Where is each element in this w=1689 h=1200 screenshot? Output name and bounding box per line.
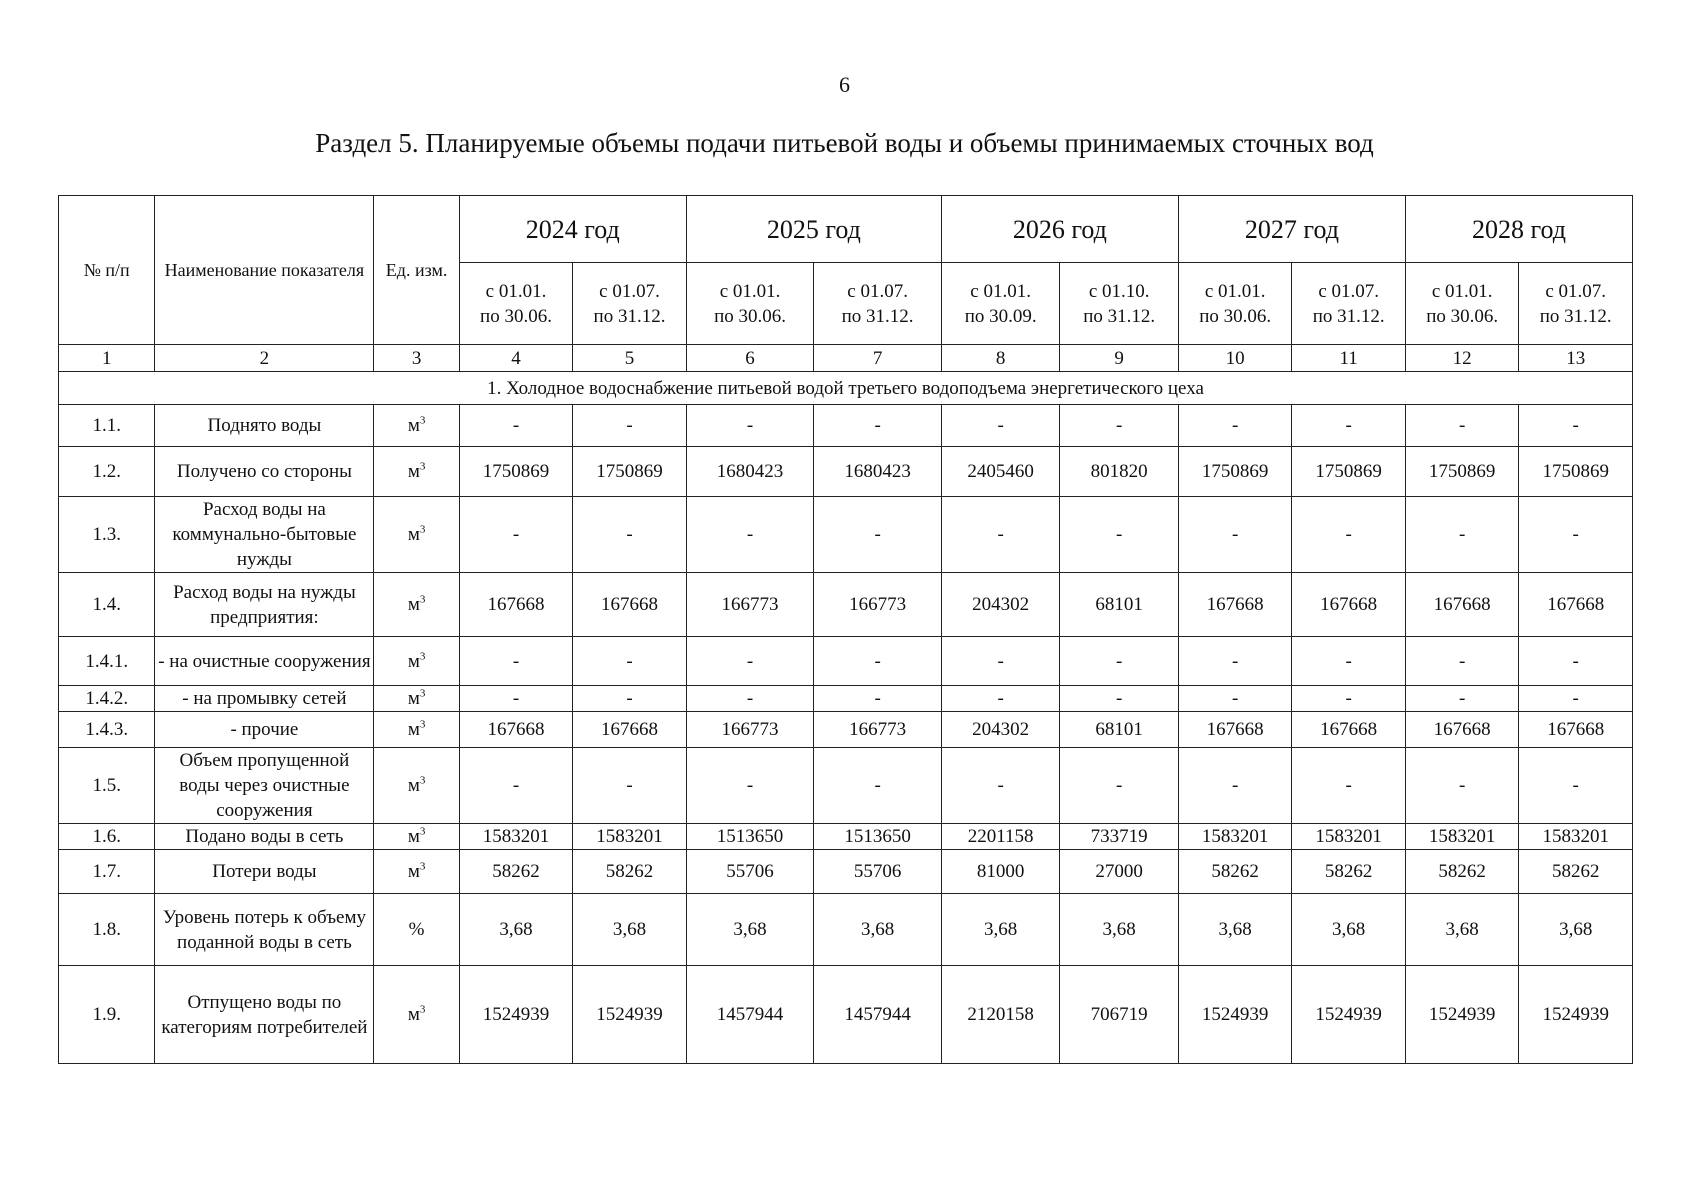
value-cell: - [1060, 637, 1179, 686]
value-cell: 1680423 [686, 447, 814, 497]
value-cell: - [1178, 748, 1292, 824]
unit-cell [374, 573, 459, 637]
unit: м [407, 1004, 420, 1025]
value-cell: 801820 [1060, 447, 1179, 497]
column-number: 6 [686, 345, 814, 372]
value-cell: - [573, 748, 687, 824]
column-number: 10 [1178, 345, 1292, 372]
table-row [59, 405, 1633, 447]
value-cell: 166773 [814, 573, 942, 637]
header-period-line: с 01.01. [970, 280, 1031, 302]
row-number: 1.3. [59, 497, 155, 573]
unit-exponent: 3 [419, 593, 426, 606]
value-cell: 1583201 [1519, 824, 1633, 850]
indicator-name: Потери воды [155, 850, 374, 894]
value-cell: - [1292, 748, 1406, 824]
value-cell: 3,68 [573, 894, 687, 966]
value-cell: 1583201 [1405, 824, 1519, 850]
value-cell: 58262 [1292, 850, 1406, 894]
value-cell: 167668 [573, 573, 687, 637]
value-cell: - [686, 686, 814, 712]
value-cell: 733719 [1060, 824, 1179, 850]
header-period-line: по 30.09. [964, 305, 1037, 327]
unit-exponent: 3 [419, 650, 426, 663]
value-cell: - [1519, 637, 1633, 686]
value-cell: 1750869 [459, 447, 573, 497]
header-period [1519, 263, 1633, 345]
header-period-line: с 01.01. [1204, 280, 1266, 302]
header-period-line: с 01.07. [847, 280, 908, 302]
value-cell: 1524939 [1292, 966, 1406, 1064]
header-period-line: с 01.01. [485, 280, 547, 302]
header-period-line: с 01.07. [1545, 280, 1607, 302]
header-period-line: с 01.01. [719, 280, 781, 302]
value-cell: 166773 [686, 712, 814, 748]
value-cell: 167668 [1178, 573, 1292, 637]
row-number: 1.4.1. [59, 637, 155, 686]
value-cell: 58262 [1405, 850, 1519, 894]
value-cell: 3,68 [1292, 894, 1406, 966]
header-period-line: с 01.01. [1431, 280, 1493, 302]
table-row [59, 748, 1633, 824]
header-period-line: по 31.12. [1539, 305, 1612, 327]
value-cell: - [1405, 637, 1519, 686]
unit: м [407, 719, 420, 740]
header-period-line: по 30.06. [1426, 305, 1499, 327]
value-cell: 167668 [1519, 712, 1633, 748]
value-cell: - [1519, 497, 1633, 573]
value-cell: 1583201 [1178, 824, 1292, 850]
value-cell: 167668 [573, 712, 687, 748]
value-cell: 1524939 [459, 966, 573, 1064]
indicator-name: Отпущено воды по категориям потребителей [155, 966, 374, 1064]
unit: м [407, 415, 420, 436]
value-cell: - [686, 748, 814, 824]
column-number: 4 [459, 345, 573, 372]
unit: м [407, 826, 420, 847]
unit-cell [374, 637, 459, 686]
header-period-line: по 30.06. [714, 305, 786, 327]
value-cell: 1457944 [686, 966, 814, 1064]
value-cell: 1750869 [1519, 447, 1633, 497]
unit-exponent: 3 [419, 718, 426, 731]
page-number: 6 [839, 72, 850, 97]
column-number: 2 [155, 345, 374, 372]
header-year: 2028 год [1405, 196, 1632, 263]
unit-exponent: 3 [419, 860, 426, 873]
value-cell: - [1060, 686, 1179, 712]
value-cell: 3,68 [814, 894, 942, 966]
table-row [59, 894, 1633, 966]
value-cell: - [459, 748, 573, 824]
indicator-name: - прочие [155, 712, 374, 748]
value-cell: 1583201 [1292, 824, 1406, 850]
value-cell: 167668 [1405, 573, 1519, 637]
indicator-name: Подано воды в сеть [155, 824, 374, 850]
value-cell: 1524939 [573, 966, 687, 1064]
value-cell: - [941, 637, 1060, 686]
value-cell: 204302 [941, 573, 1060, 637]
value-cell: - [1519, 748, 1633, 824]
value-cell: 68101 [1060, 712, 1179, 748]
value-cell: - [686, 405, 814, 447]
unit-cell [374, 712, 459, 748]
value-cell: - [1292, 497, 1406, 573]
table-row [59, 712, 1633, 748]
value-cell: 58262 [573, 850, 687, 894]
header-period-line: по 31.12. [593, 305, 666, 327]
value-cell: - [814, 405, 942, 447]
header-period-line: по 31.12. [841, 305, 914, 327]
column-number: 1 [59, 345, 155, 372]
row-number: 1.4. [59, 573, 155, 637]
value-cell: - [686, 497, 814, 573]
value-cell: 167668 [459, 712, 573, 748]
unit-cell [374, 966, 459, 1064]
value-cell: - [1060, 748, 1179, 824]
column-number: 9 [1060, 345, 1179, 372]
indicator-name: - на очистные сооружения [155, 637, 374, 686]
header-period-line: с 01.07. [1318, 280, 1380, 302]
value-cell: - [1292, 637, 1406, 686]
header-period [459, 263, 573, 345]
header-period-line: с 01.07. [599, 280, 660, 302]
unit: м [407, 524, 420, 545]
value-cell: - [573, 637, 687, 686]
section-title: Раздел 5. Планируемые объемы подачи питьевой воды и объемы принимаемых сточных вод [315, 128, 1374, 158]
header-period [1178, 263, 1292, 345]
value-cell: - [1178, 686, 1292, 712]
row-number: 1.5. [59, 748, 155, 824]
value-cell: 3,68 [1405, 894, 1519, 966]
value-cell: - [1405, 748, 1519, 824]
value-cell: 1750869 [1405, 447, 1519, 497]
value-cell: 58262 [1178, 850, 1292, 894]
unit-cell [374, 748, 459, 824]
value-cell: - [1178, 497, 1292, 573]
value-cell: 1457944 [814, 966, 942, 1064]
column-number: 3 [374, 345, 459, 372]
indicator-name: - на промывку сетей [155, 686, 374, 712]
column-number: 5 [573, 345, 687, 372]
unit-cell [374, 497, 459, 573]
unit-exponent: 3 [419, 774, 426, 787]
value-cell: - [459, 497, 573, 573]
water-supply-table [58, 195, 1633, 1064]
unit: м [407, 775, 420, 796]
value-cell: 1513650 [686, 824, 814, 850]
header-period [941, 263, 1060, 345]
column-number: 13 [1519, 345, 1633, 372]
indicator-name: Поднято воды [155, 405, 374, 447]
value-cell: 58262 [459, 850, 573, 894]
header-num: № п/п [59, 196, 155, 345]
value-cell: - [573, 686, 687, 712]
unit-cell [374, 824, 459, 850]
value-cell: 167668 [1292, 712, 1406, 748]
value-cell: 167668 [1178, 712, 1292, 748]
row-number: 1.9. [59, 966, 155, 1064]
value-cell: 27000 [1060, 850, 1179, 894]
row-number: 1.4.3. [59, 712, 155, 748]
unit-exponent: 3 [419, 825, 426, 838]
value-cell: 3,68 [1519, 894, 1633, 966]
table-row [59, 573, 1633, 637]
value-cell: 167668 [459, 573, 573, 637]
value-cell: - [1519, 405, 1633, 447]
header-period-line: с 01.10. [1088, 280, 1150, 302]
row-number: 1.4.2. [59, 686, 155, 712]
unit: % [408, 919, 425, 940]
value-cell: - [459, 686, 573, 712]
value-cell: 1513650 [814, 824, 942, 850]
value-cell: 706719 [1060, 966, 1179, 1064]
header-period [1292, 263, 1406, 345]
section-heading: 1. Холодное водоснабжение питьевой водой третьего водоподъема энергетического цеха [59, 372, 1633, 405]
unit: м [407, 861, 420, 882]
value-cell: 1524939 [1405, 966, 1519, 1064]
value-cell: 55706 [814, 850, 942, 894]
table-row [59, 686, 1633, 712]
table-row [59, 637, 1633, 686]
value-cell: 55706 [686, 850, 814, 894]
value-cell: 68101 [1060, 573, 1179, 637]
header-unit: Ед. изм. [374, 196, 459, 345]
row-number: 1.7. [59, 850, 155, 894]
value-cell: 1680423 [814, 447, 942, 497]
value-cell: 81000 [941, 850, 1060, 894]
value-cell: - [1178, 405, 1292, 447]
table-row [59, 850, 1633, 894]
unit-cell [374, 686, 459, 712]
value-cell: 3,68 [1178, 894, 1292, 966]
value-cell: - [814, 497, 942, 573]
value-cell: 1583201 [573, 824, 687, 850]
row-number: 1.1. [59, 405, 155, 447]
value-cell: 3,68 [459, 894, 573, 966]
value-cell: 204302 [941, 712, 1060, 748]
indicator-name: Расход воды на коммунально-бытовые нужды [155, 497, 374, 573]
value-cell: 2120158 [941, 966, 1060, 1064]
row-number: 1.8. [59, 894, 155, 966]
value-cell: - [814, 686, 942, 712]
value-cell: - [573, 405, 687, 447]
value-cell: 3,68 [686, 894, 814, 966]
header-year: 2024 год [459, 196, 686, 263]
value-cell: 3,68 [941, 894, 1060, 966]
value-cell: - [814, 637, 942, 686]
value-cell: 1750869 [573, 447, 687, 497]
value-cell: 1583201 [459, 824, 573, 850]
header-period [1405, 263, 1519, 345]
value-cell: - [1060, 497, 1179, 573]
value-cell: - [1519, 686, 1633, 712]
value-cell: 3,68 [1060, 894, 1179, 966]
value-cell: - [1292, 686, 1406, 712]
value-cell: 167668 [1405, 712, 1519, 748]
column-number: 7 [814, 345, 942, 372]
unit: м [407, 650, 420, 672]
value-cell: 1524939 [1519, 966, 1633, 1064]
value-cell: - [1292, 405, 1406, 447]
indicator-name: Уровень потерь к объему поданной воды в сеть [155, 894, 374, 966]
indicator-name: Получено со стороны [155, 447, 374, 497]
unit-exponent: 3 [419, 460, 426, 473]
unit: м [407, 688, 420, 709]
value-cell: 1750869 [1178, 447, 1292, 497]
table-row [59, 966, 1633, 1064]
unit-exponent: 3 [419, 1003, 426, 1016]
column-number: 12 [1405, 345, 1519, 372]
value-cell: - [941, 497, 1060, 573]
table-row [59, 447, 1633, 497]
value-cell: - [941, 405, 1060, 447]
row-number: 1.2. [59, 447, 155, 497]
header-period-line: по 31.12. [1083, 305, 1156, 327]
indicator-name: Расход воды на нужды предприятия: [155, 573, 374, 637]
header-period-line: по 30.06. [480, 305, 552, 327]
value-cell: 1750869 [1292, 447, 1406, 497]
unit-cell [374, 850, 459, 894]
value-cell: 2201158 [941, 824, 1060, 850]
unit-cell [374, 447, 459, 497]
header-period [1060, 263, 1179, 345]
value-cell: - [1060, 405, 1179, 447]
header-name: Наименование показателя [155, 196, 374, 345]
header-year: 2025 год [686, 196, 941, 263]
unit-exponent: 3 [419, 414, 426, 427]
value-cell: 167668 [1292, 573, 1406, 637]
header-period [814, 263, 942, 345]
header-period [686, 263, 814, 345]
value-cell: - [1405, 405, 1519, 447]
unit-cell [374, 405, 459, 447]
value-cell: - [573, 497, 687, 573]
unit-exponent: 3 [419, 523, 426, 536]
value-cell: 167668 [1519, 573, 1633, 637]
value-cell: 2405460 [941, 447, 1060, 497]
value-cell: - [459, 637, 573, 686]
table-row [59, 497, 1633, 573]
table-row [59, 824, 1633, 850]
header-period [573, 263, 687, 345]
value-cell: - [941, 748, 1060, 824]
header-period-line: по 30.06. [1199, 305, 1272, 327]
value-cell: - [941, 686, 1060, 712]
header-period-line: по 31.12. [1312, 305, 1385, 327]
header-year: 2027 год [1178, 196, 1405, 263]
value-cell: 1524939 [1178, 966, 1292, 1064]
unit: м [407, 594, 420, 615]
value-cell: - [1405, 497, 1519, 573]
value-cell: - [1178, 637, 1292, 686]
value-cell: - [686, 637, 814, 686]
column-number: 8 [941, 345, 1060, 372]
value-cell: 166773 [814, 712, 942, 748]
value-cell: 166773 [686, 573, 814, 637]
unit-cell [374, 894, 459, 966]
unit: м [407, 461, 420, 482]
header-year: 2026 год [941, 196, 1178, 263]
row-number: 1.6. [59, 824, 155, 850]
value-cell: - [459, 405, 573, 447]
value-cell: - [814, 748, 942, 824]
unit-exponent: 3 [419, 687, 426, 700]
value-cell: 58262 [1519, 850, 1633, 894]
column-number: 11 [1292, 345, 1406, 372]
indicator-name: Объем пропущенной воды через очистные сооружения [155, 748, 374, 824]
value-cell: - [1405, 686, 1519, 712]
